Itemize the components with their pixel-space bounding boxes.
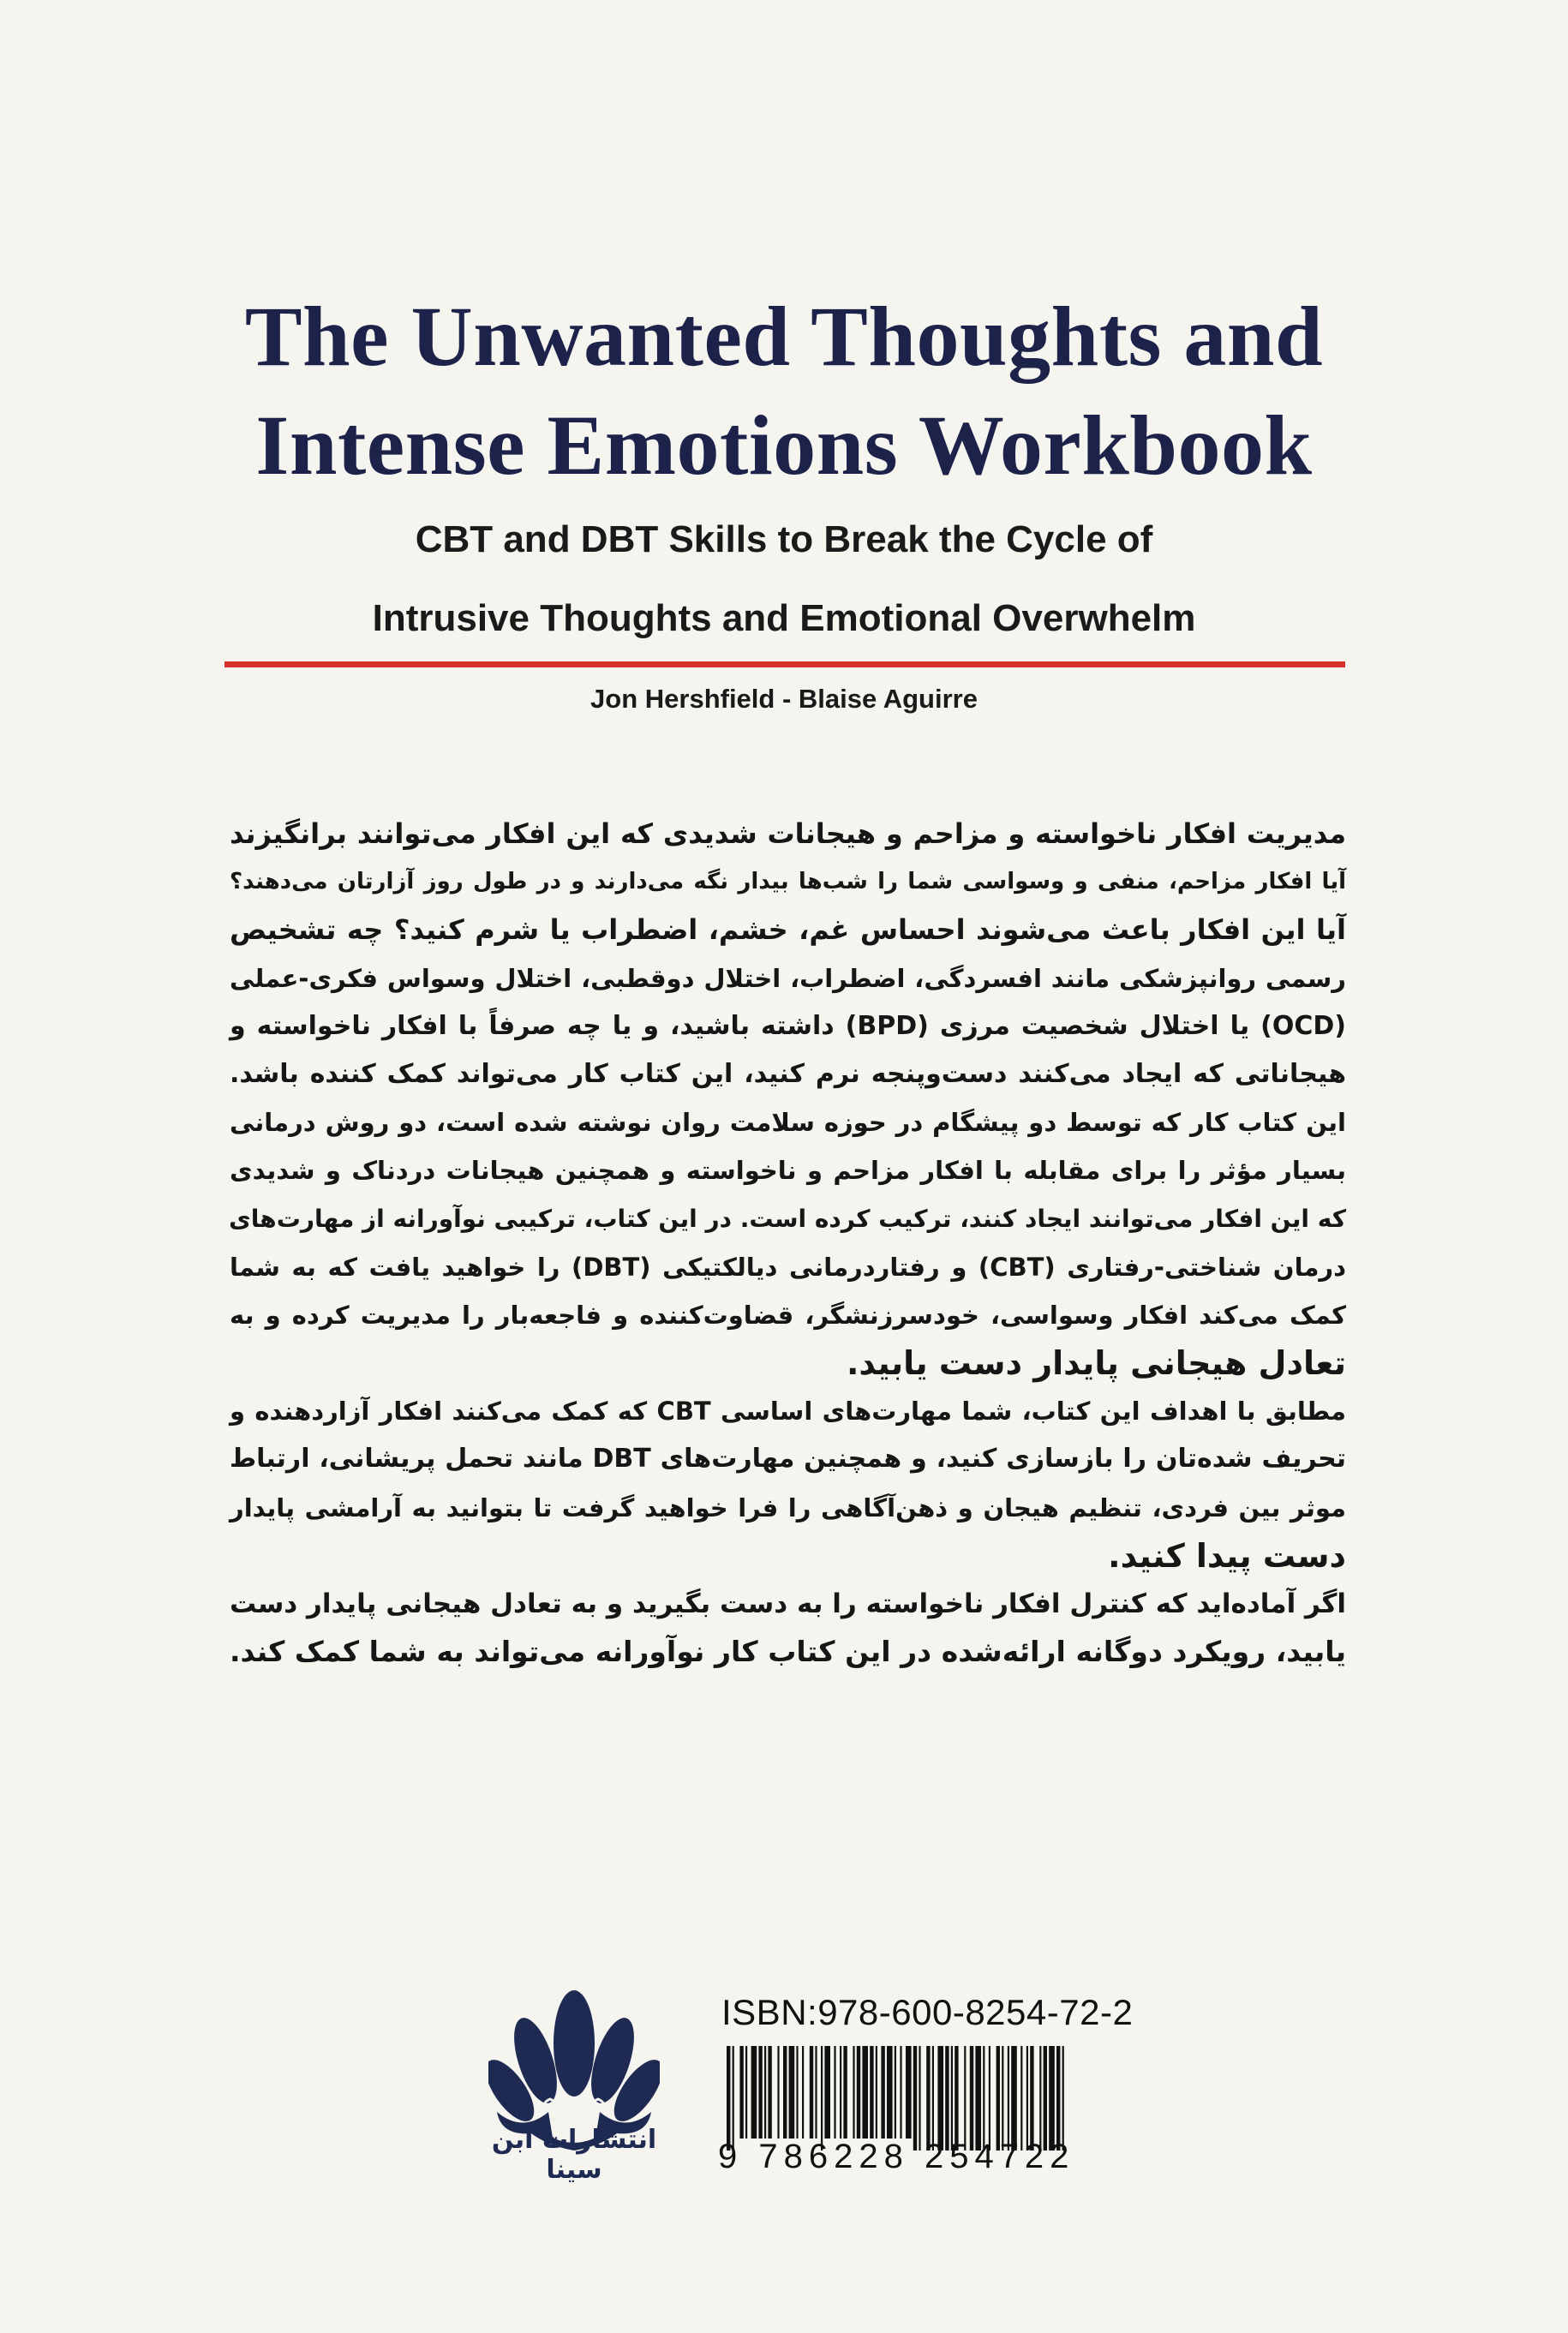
barcode-bar <box>834 2046 835 2139</box>
barcode-bar <box>1039 2046 1041 2151</box>
barcode-bar <box>1011 2046 1017 2151</box>
publisher-name: انتشارات ابن سینا <box>491 2125 657 2185</box>
barcode-bar <box>951 2046 953 2151</box>
barcode-bar <box>1026 2046 1028 2151</box>
barcode-bar <box>870 2046 873 2139</box>
description-line: بسیار مؤثر را برای مقابله با افکار مزاحم و ناخواسته و همچنین هیجانات دردناک و شدیدی <box>230 1156 1346 1186</box>
barcode-bar <box>1030 2046 1033 2151</box>
barcode-bar <box>1044 2046 1047 2151</box>
barcode <box>725 2046 1068 2151</box>
barcode-bar <box>975 2046 981 2151</box>
description-line: (OCD) یا اختلال شخصیت مرزی (BPD) داشته باشید، و یا چه صرفاً با افکار ناخواسته و <box>230 1010 1346 1041</box>
barcode-bar <box>895 2046 896 2139</box>
barcode-bar <box>768 2046 771 2139</box>
barcode-bar <box>810 2046 813 2139</box>
description-line: کمک می‌کند افکار وسواسی، خودسرزنشگر، قضاوت‌کننده و فاجعه‌بار را مدیریت کرده و به <box>230 1300 1346 1330</box>
description-line: آیا افکار مزاحم، منفی و وسواسی شما را شب‌ها بیدار نگه می‌دارند و در طول روز آزارتان می‌دهند؟ <box>230 869 1346 895</box>
description-line: مدیریت افکار ناخواسته و مزاحم و هیجانات شدیدی که این افکار می‌توانند برانگیزند <box>230 817 1346 850</box>
description-line: رسمی روانپزشکی مانند افسردگی، اضطراب، اختلال دوقطبی، اختلال وسواس فکری-عملی <box>230 963 1346 993</box>
description-line: که این افکار می‌توانند ایجاد کنند، ترکیب کرده است. در این کتاب، ترکیبی نوآورانه از مهارت‌های <box>229 1204 1346 1233</box>
description-line: مطابق با اهداف این کتاب، شما مهارت‌های اساسی CBT که کمک می‌کنند افکار آزاردهنده و <box>230 1397 1346 1427</box>
barcode-bar <box>758 2046 762 2139</box>
description-line: این کتاب کار که توسط دو پیشگام در حوزه سلامت روان نوشته شده است، دو روش درمانی <box>230 1108 1346 1138</box>
book-subtitle-line-2: Intrusive Thoughts and Emotional Overwhelm <box>372 597 1196 639</box>
description-line: درمان شناختی-رفتاری (CBT) و رفتاردرمانی دیالکتیکی (DBT) را خواهید یافت که به شما <box>230 1252 1346 1282</box>
barcode-bar <box>1008 2046 1009 2151</box>
barcode-bar <box>789 2046 795 2139</box>
book-subtitle-line-1: CBT and DBT Skills to Break the Cycle of <box>415 518 1153 560</box>
barcode-bar <box>853 2046 854 2139</box>
barcode-bar <box>945 2046 949 2151</box>
barcode-bar <box>862 2046 868 2139</box>
description-line: آیا این افکار باعث می‌شوند احساس غم، خشم، اضطراب یا شرم کنید؟ چه تشخیص <box>230 913 1346 947</box>
barcode-bar <box>764 2046 766 2139</box>
red-divider <box>224 661 1345 667</box>
description-text <box>230 810 1346 1676</box>
isbn-label: ISBN:978-600-8254-72-2 <box>721 1992 1134 2032</box>
barcode-bar <box>996 2046 1000 2151</box>
barcode-bar <box>733 2046 734 2151</box>
barcode-bar <box>815 2046 817 2139</box>
barcode-bar <box>843 2046 847 2139</box>
barcode-bar <box>881 2046 884 2139</box>
description-line: موثر بین فردی، تنظیم هیجان و ذهن‌آگاهی را فرا خواهید گرفت تا بتوانید به آرامشی پایدار <box>230 1493 1346 1522</box>
barcode-bar <box>1062 2046 1064 2151</box>
barcode-bar <box>821 2046 823 2151</box>
barcode-digits: 9 786228 254722 <box>718 2138 1075 2175</box>
barcode-bar <box>739 2046 743 2139</box>
barcode-bar <box>983 2046 984 2151</box>
barcode-bar <box>783 2046 787 2139</box>
barcode-bar <box>900 2046 901 2139</box>
barcode-bar <box>932 2046 934 2151</box>
barcode-bar <box>1056 2046 1060 2151</box>
barcode-bar <box>840 2046 841 2139</box>
barcode-bar <box>926 2046 930 2151</box>
description-line: یابید، رویکرد دوگانه ارائه‌شده در این کتاب کار نوآورانه می‌تواند به شما کمک کند. <box>230 1635 1346 1669</box>
description-line: تعادل هیجانی پایدار دست یابید. <box>846 1344 1346 1383</box>
barcode-bar <box>751 2046 757 2139</box>
barcode-bar <box>745 2046 747 2139</box>
description-line: اگر آماده‌اید که کنترل افکار ناخواسته را به دست بگیرید و به تعادل هیجانی پایدار دست <box>230 1588 1346 1619</box>
description-line: دست پیدا کنید. <box>1108 1536 1346 1575</box>
barcode-bar <box>1002 2046 1003 2151</box>
barcode-bar <box>964 2046 966 2151</box>
description-line: تحریف شده‌تان را بازسازی کنید، و همچنین مهارت‌های DBT مانند تحمل پریشانی، ارتباط <box>230 1444 1346 1475</box>
barcode-bar <box>887 2046 893 2139</box>
barcode-bar <box>857 2046 860 2139</box>
barcode-bar <box>1020 2046 1022 2151</box>
authors: Jon Hershfield - Blaise Aguirre <box>590 684 978 714</box>
barcode-bar <box>913 2046 917 2151</box>
barcode-bar <box>970 2046 973 2151</box>
description-line: هیجاناتی که ایجاد می‌کنند دست‌وپنجه نرم کنید، این کتاب کار می‌تواند کمک کننده باشد. <box>230 1058 1346 1089</box>
barcode-bar <box>824 2046 830 2139</box>
barcode-bar <box>802 2046 804 2139</box>
barcode-bar <box>906 2046 912 2139</box>
barcode-bar <box>1049 2046 1055 2151</box>
barcode-bar <box>955 2046 958 2151</box>
barcode-bar <box>727 2046 730 2151</box>
barcode-bar <box>777 2046 779 2139</box>
barcode-bar <box>876 2046 877 2139</box>
barcode-bar <box>796 2046 798 2139</box>
book-title-line-1: The Unwanted Thoughts and <box>244 289 1324 384</box>
barcode-bar <box>937 2046 943 2151</box>
book-title-line-2: Intense Emotions Workbook <box>255 398 1313 493</box>
barcode-bar <box>919 2046 920 2151</box>
barcode-bar <box>989 2046 990 2151</box>
